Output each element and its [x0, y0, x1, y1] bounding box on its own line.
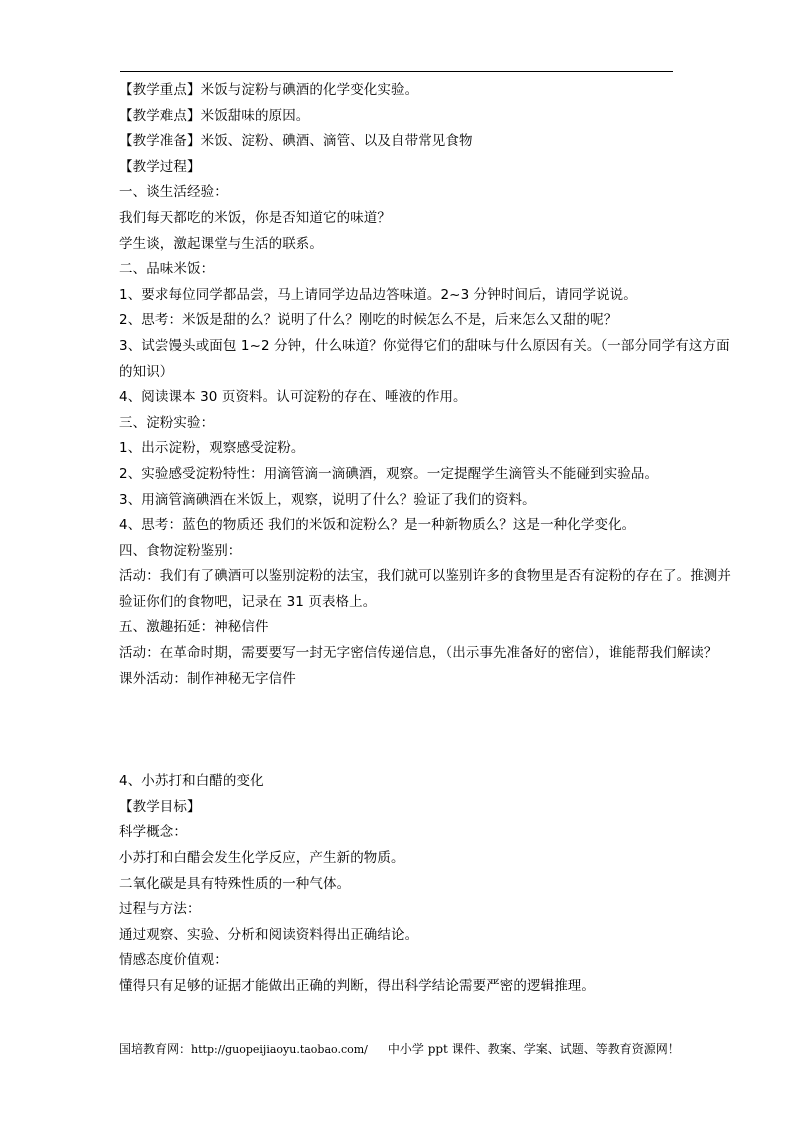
sub-heading: 情感态度价值观： [119, 952, 228, 969]
section-spacer [119, 692, 731, 769]
list-item: 3、用滴管滴碘酒在米饭上，观察，说明了什么？验证了我们的资料。 [119, 491, 536, 508]
list-item: 1、要求每位同学都品尝，马上请同学边品边答味道。2~3 分钟时间后，请同学说说。 [119, 286, 637, 303]
paragraph: 我们每天都吃的米饭，你是否知道它的味道？ [119, 209, 391, 226]
teaching-goals-heading: 【教学目标】 [119, 798, 201, 815]
section-heading-5: 五、激趣拓延：神秘信件 [119, 619, 269, 636]
teaching-difficulty: 【教学难点】米饭甜味的原因。 [119, 107, 310, 124]
list-item: 2、思考：米饭是甜的么？说明了什么？刚吃的时候怎么不是，后来怎么又甜的呢？ [119, 312, 618, 329]
section-heading-3: 三、淀粉实验： [119, 414, 215, 431]
section-heading-1: 一、谈生活经验： [119, 184, 228, 201]
paragraph: 懂得只有足够的证据才能做出正确的判断，得出科学结论需要严密的逻辑推理。 [119, 978, 595, 994]
lesson-title: 4、小苏打和白醋的变化 [119, 773, 264, 790]
list-item: 2、实验感受淀粉特性：用滴管滴一滴碘酒，观察。一定提醒学生滴管头不能碰到实验品。 [119, 465, 659, 482]
footer-ad-text: 中小学 ppt 课件、教案、学案、试题、等教育资源网！ [387, 1042, 680, 1056]
teaching-process-heading: 【教学过程】 [119, 158, 201, 175]
paragraph: 学生谈，激起课堂与生活的联系。 [119, 235, 323, 252]
list-item: 4、思考：蓝色的物质还 我们的米饭和淀粉么？是一种新物质么？这是一种化学变化。 [119, 517, 636, 534]
paragraph: 通过观察、实验、分析和阅读资料得出正确结论。 [119, 926, 419, 943]
teaching-focus: 【教学重点】米饭与淀粉与碘酒的化学变化实验。 [119, 82, 419, 98]
teaching-preparation: 【教学准备】米饭、淀粉、碘酒、滴管、以及自带常见食物 [119, 133, 473, 150]
section-heading-4: 四、食物淀粉鉴别： [119, 542, 242, 559]
page-footer [119, 1040, 680, 1059]
document-body [119, 78, 731, 1000]
list-item: 4、阅读课本 30 页资料。认可淀粉的存在、唾液的作用。 [119, 389, 467, 406]
section-heading-2: 二、品味米饭： [119, 261, 215, 278]
footer-url-link[interactable]: http://guopeijiaoyu.taobao.com/ [191, 1043, 368, 1056]
sub-heading: 过程与方法： [119, 901, 201, 918]
footer-site-label: 国培教育网： [119, 1042, 192, 1056]
sub-heading: 科学概念： [119, 824, 187, 841]
list-item: 1、出示淀粉，观察感受淀粉。 [119, 440, 305, 457]
paragraph: 活动：在革命时期，需要要写一封无字密信传递信息，（出示事先准备好的密信），谁能帮我们解读？ [119, 645, 718, 662]
list-item: 3、试尝馒头或面包 1~2 分钟，什么味道？你觉得它们的甜味与什么原因有关。（一部分同学有这方面的知识） [119, 337, 730, 380]
paragraph: 小苏打和白醋会发生化学反应，产生新的物质。 [119, 850, 405, 867]
paragraph: 课外活动：制作神秘无字信件 [119, 670, 296, 687]
paragraph: 活动：我们有了碘酒可以鉴别淀粉的法宝，我们就可以鉴别许多的食物里是否有淀粉的存在了。推测并验证你们的食物吧，记录在 31 页表格上。 [119, 568, 731, 610]
paragraph: 二氧化碳是具有特殊性质的一种气体。 [119, 875, 351, 892]
header-rule [120, 71, 673, 72]
